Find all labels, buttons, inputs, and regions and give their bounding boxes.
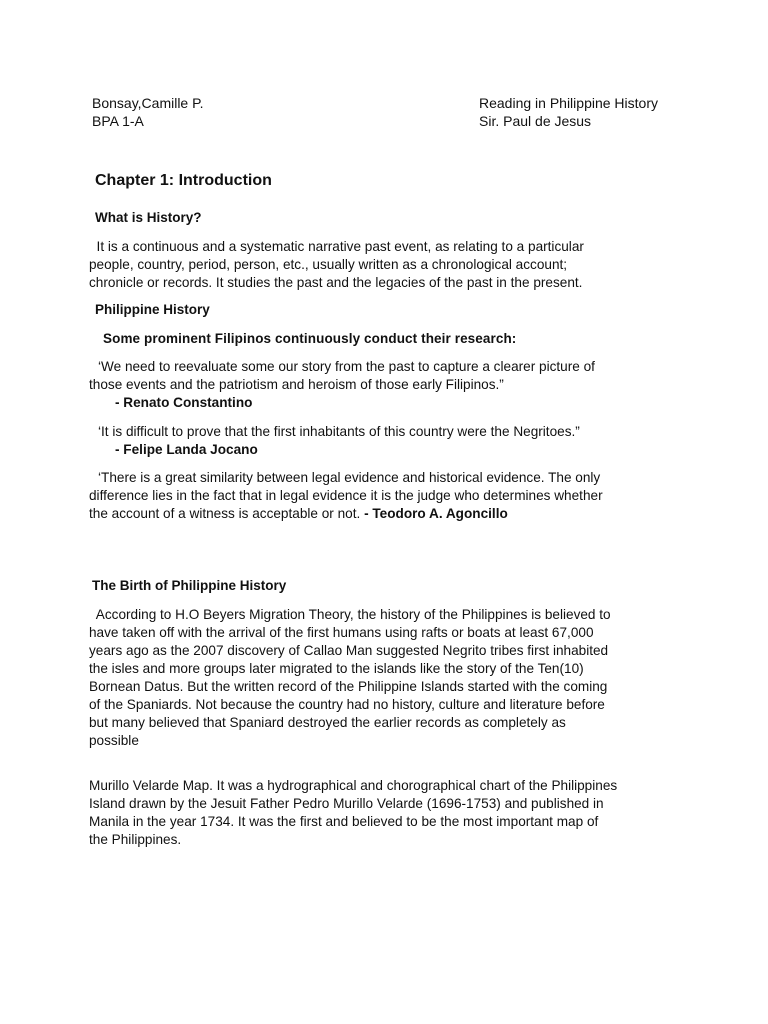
paragraph-line: Manila in the year 1734. It was the first and believed to be the most important map of bbox=[89, 814, 599, 829]
section-heading-birth: The Birth of Philippine History bbox=[92, 578, 287, 593]
quote-line: difference lies in the fact that in legal evidence it is the judge who determines whether bbox=[89, 488, 603, 503]
quote-author: - Felipe Landa Jocano bbox=[115, 442, 258, 457]
quote-line: ‘There is a great similarity between legal evidence and historical evidence. The only bbox=[98, 470, 601, 485]
chapter-title: Chapter 1: Introduction bbox=[95, 172, 272, 189]
quote-constantino bbox=[89, 358, 679, 412]
paragraph-line: According to H.O Beyers Migration Theory, the history of the Philippines is believed to bbox=[89, 607, 611, 622]
student-name: Bonsay,Camille P. bbox=[92, 95, 204, 111]
subheading-prominent-filipinos: Some prominent Filipinos continuously conduct their research: bbox=[103, 331, 517, 346]
paragraph-line: Murillo Velarde Map. It was a hydrographical and chorographical chart of the Philippines bbox=[89, 778, 618, 793]
quote-author: - Renato Constantino bbox=[115, 395, 253, 410]
quote-line: those events and the patriotism and heroism of those early Filipinos.” bbox=[89, 377, 504, 392]
paragraph-line: people, country, period, person, etc., usually written as a chronological account; bbox=[89, 257, 568, 272]
paragraph-line: years ago as the 2007 discovery of Callao Man suggested Negrito tribes first inhabited bbox=[89, 643, 609, 658]
paragraph-line: have taken off with the arrival of the first humans using rafts or boats at least 67,000 bbox=[89, 625, 594, 640]
paragraph-line: Bornean Datus. But the written record of the Philippine Islands started with the coming bbox=[89, 679, 608, 694]
quote-agoncillo bbox=[89, 469, 679, 523]
paragraph-what-is-history bbox=[89, 238, 679, 292]
paragraph-line: but many believed that Spaniard destroyed the earlier records as completely as bbox=[89, 715, 566, 730]
student-info bbox=[92, 94, 204, 130]
quote-text: the account of a witness is acceptable or not. bbox=[89, 506, 361, 521]
quote-line bbox=[89, 505, 679, 523]
quote-line: ‘We need to reevaluate some our story from the past to capture a clearer picture of bbox=[98, 359, 595, 374]
paragraph-line: chronicle or records. It studies the past and the legacies of the past in the present. bbox=[89, 275, 583, 290]
quote-line: ‘It is difficult to prove that the first inhabitants of this country were the Negritoes.” bbox=[98, 424, 580, 439]
section-heading-what-is-history: What is History? bbox=[95, 210, 202, 225]
paragraph-birth bbox=[89, 606, 679, 750]
course-info bbox=[479, 94, 658, 130]
student-section: BPA 1-A bbox=[92, 113, 144, 129]
paragraph-line: the Philippines. bbox=[89, 832, 182, 847]
course-title: Reading in Philippine History bbox=[479, 95, 658, 111]
paragraph-line: possible bbox=[89, 733, 139, 748]
paragraph-line: It is a continuous and a systematic narrative past event, as relating to a particular bbox=[89, 239, 584, 254]
instructor-name: Sir. Paul de Jesus bbox=[479, 113, 592, 129]
paragraph-line: of the Spaniards. Not because the country had no history, culture and literature before bbox=[89, 697, 605, 712]
paragraph-line: the isles and more groups later migrated to the islands like the story of the Ten(10) bbox=[89, 661, 584, 676]
paragraph-murillo bbox=[89, 777, 679, 849]
quote-author: - Teodoro A. Agoncillo bbox=[364, 506, 508, 521]
section-heading-philippine-history: Philippine History bbox=[95, 302, 210, 317]
paragraph-line: Island drawn by the Jesuit Father Pedro Murillo Velarde (1696-1753) and published in bbox=[89, 796, 604, 811]
quote-jocano bbox=[89, 423, 679, 459]
